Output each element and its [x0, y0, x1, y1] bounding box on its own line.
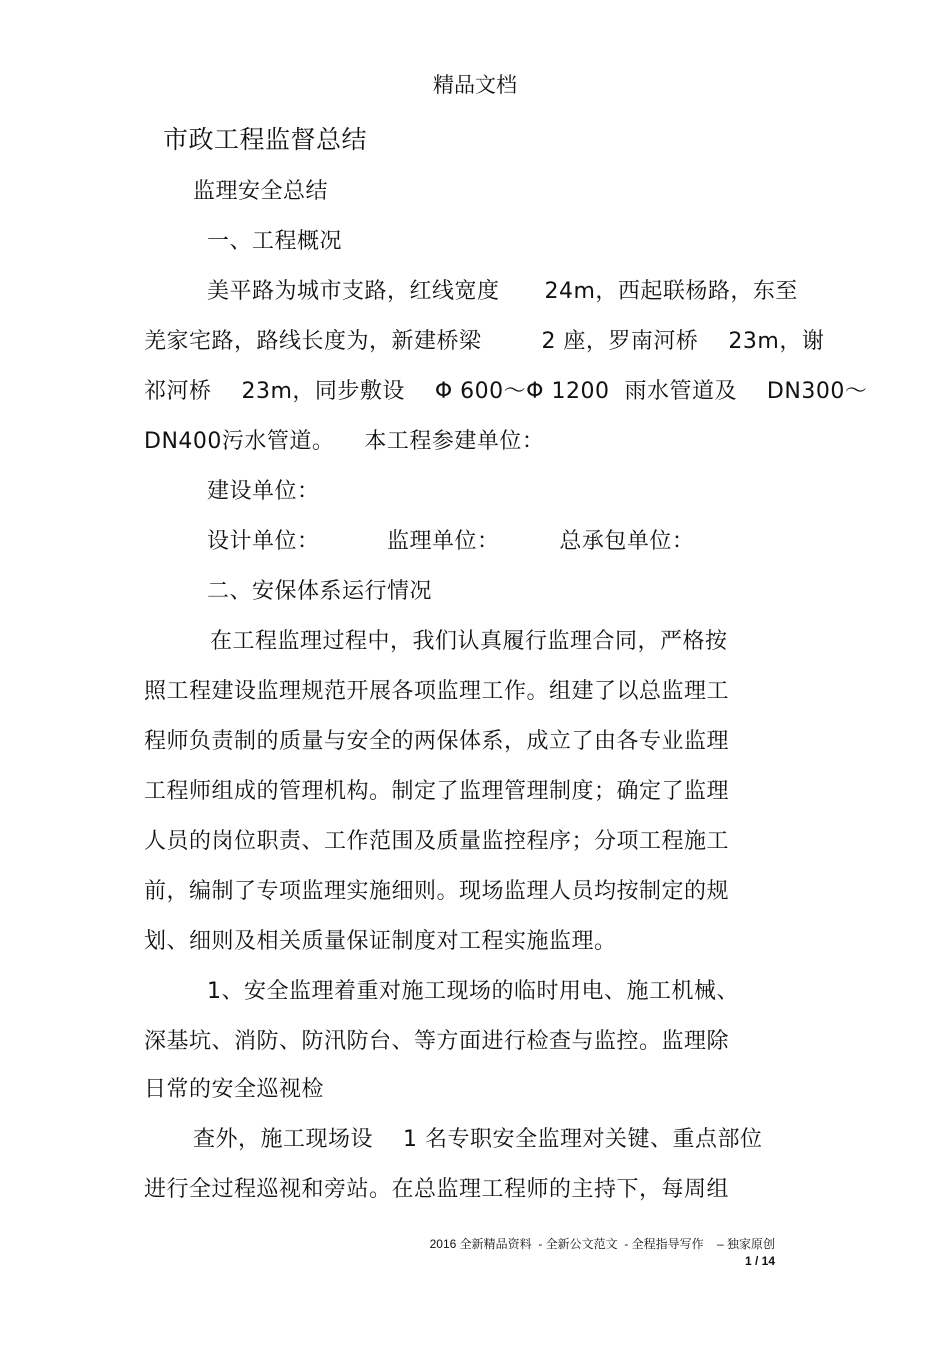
page-number: 1 / 14 [744, 1254, 775, 1268]
paragraph-line: 1、安全监理着重对施工现场的临时用电、施工机械、 [207, 979, 739, 1004]
paragraph-line: 前，编制了专项监理实施细则。现场监理人员均按制定的规 [144, 879, 730, 904]
paragraph-line: 在工程监理过程中，我们认真履行监理合同，严格按 [210, 629, 728, 654]
paragraph-line: 美平路为城市支路，红线宽度 24m，西起联杨路，东至 [207, 279, 798, 304]
paragraph-line: 设计单位： 监理单位： 总承包单位： [207, 529, 695, 554]
paragraph-line: 深基坑、消防、防汛防台、等方面进行检查与监控。监理除 [144, 1029, 730, 1054]
section-heading-overview: 一、工程概况 [207, 229, 343, 254]
paragraph-line: 工程师组成的管理机构。制定了监理管理制度；确定了监理 [144, 779, 730, 804]
paragraph-line: 建设单位： [207, 479, 320, 504]
paragraph-line: 羌家宅路，路线长度为，新建桥梁 2 座，罗南河桥 23m，谢 [144, 329, 825, 354]
paragraph-line: 日常的安全巡视检 [144, 1077, 325, 1102]
document-subtitle: 监理安全总结 [193, 179, 329, 204]
paragraph-line: 划、细则及相关质量保证制度对工程实施监理。 [144, 929, 617, 954]
paragraph-line: 照工程建设监理规范开展各项监理工作。组建了以总监理工 [144, 679, 730, 704]
paragraph-line: 程师负责制的质量与安全的两保体系，成立了由各专业监理 [144, 729, 730, 754]
paragraph-line: 查外，施工现场设 1 名专职安全监理对关键、重点部位 [193, 1127, 763, 1152]
paragraph-line: 进行全过程巡视和旁站。在总监理工程师的主持下，每周组 [144, 1177, 730, 1202]
section-heading-safety-system: 二、安保体系运行情况 [207, 579, 433, 604]
paragraph-line: 人员的岗位职责、工作范围及质量监控程序；分项工程施工 [144, 829, 730, 854]
page-header-label: 精品文档 [433, 73, 517, 97]
paragraph-line: DN400污水管道。 本工程参建单位： [144, 429, 545, 454]
document-title: 市政工程监督总结 [163, 125, 368, 154]
page-footer-text: 2016 全新精品资料 - 全新公文范文 - 全程指导写作 – 独家原创 [429, 1237, 775, 1251]
paragraph-line: 祁河桥 23m，同步敷设 Φ 600～Φ 1200 雨水管道及 DN300～ [144, 379, 868, 404]
